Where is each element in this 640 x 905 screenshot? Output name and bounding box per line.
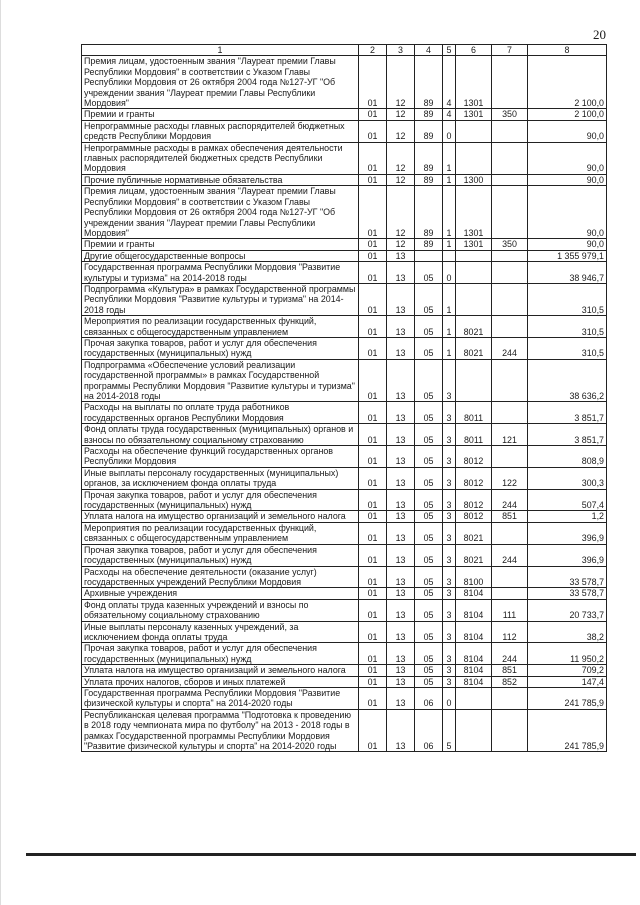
table-row xyxy=(82,402,607,424)
expense-type-cell: 350 xyxy=(492,109,528,120)
amount-cell: 1 355 979,1 xyxy=(528,250,607,261)
table-row xyxy=(82,522,607,544)
section-code-cell: 01 xyxy=(359,522,387,544)
expense-type-cell: 852 xyxy=(492,676,528,687)
subsection-code-cell: 13 xyxy=(387,588,415,599)
table-row xyxy=(82,359,607,402)
amount-cell: 33 578,7 xyxy=(528,566,607,588)
name-cell: Расходы на выплаты по оплате труда работников государственных органов Республики Мордовия xyxy=(82,402,359,424)
section-code-cell: 01 xyxy=(359,402,387,424)
program-code-cell: 05 xyxy=(415,511,443,522)
name-cell: Подпрограмма «Обеспечение условий реализации государственной программы» в рамках Государственной программы Республики Мордовия "Развитие культуры и туризма" на 2014-2018 годы xyxy=(82,359,359,402)
target-code-cell: 1301 xyxy=(456,186,492,239)
name-cell: Фонд оплаты труда казенных учреждений и взносы по обязательному социальному страхованию xyxy=(82,599,359,621)
subsection-code-cell: 13 xyxy=(387,676,415,687)
budget-table xyxy=(81,44,607,752)
amount-cell: 3 851,7 xyxy=(528,424,607,446)
column-header: 5 xyxy=(443,45,456,56)
subsection-code-cell: 13 xyxy=(387,522,415,544)
section-code-cell: 01 xyxy=(359,467,387,489)
target-code-cell xyxy=(456,687,492,709)
program-code-cell: 89 xyxy=(415,239,443,250)
name-cell: Прочая закупка товаров, работ и услуг для обеспечения государственных (муниципальных) нужд xyxy=(82,337,359,359)
amount-cell: 241 785,9 xyxy=(528,687,607,709)
subprogram-code-cell: 3 xyxy=(443,643,456,665)
section-code-cell: 01 xyxy=(359,687,387,709)
subsection-code-cell: 13 xyxy=(387,566,415,588)
target-code-cell: 8011 xyxy=(456,402,492,424)
page-number: 20 xyxy=(593,27,606,42)
subprogram-code-cell: 3 xyxy=(443,588,456,599)
scan-edge xyxy=(0,0,1,905)
amount-cell: 38 946,7 xyxy=(528,262,607,284)
program-code-cell: 89 xyxy=(415,109,443,120)
column-header: 1 xyxy=(82,45,359,56)
amount-cell: 310,5 xyxy=(528,337,607,359)
subprogram-code-cell: 3 xyxy=(443,446,456,468)
program-code-cell: 89 xyxy=(415,120,443,142)
name-cell: Прочие публичные нормативные обязательства xyxy=(82,174,359,185)
expense-type-cell xyxy=(492,522,528,544)
target-code-cell: 8100 xyxy=(456,566,492,588)
name-cell: Премия лицам, удостоенным звания "Лауреат премии Главы Республики Мордовия" в соответствии с Указом Главы Республики Мордовия от 26 октября 2004 года №127-УГ "Об учреждении звания "Лауреат премии Главы Республики Мордовия" xyxy=(82,56,359,109)
target-code-cell: 8104 xyxy=(456,588,492,599)
column-header: 6 xyxy=(456,45,492,56)
section-code-cell: 01 xyxy=(359,174,387,185)
section-code-cell: 01 xyxy=(359,424,387,446)
name-cell: Республиканская целевая программа "Подготовка к проведению в 2018 году чемпионата мира по футболу" на 2013 - 2018 годы в рамках Государственной программы Республики Мордовия "Развитие физической культуры и спорта" на 2014-2020 годы xyxy=(82,709,359,752)
name-cell: Государственная программа Республики Мордовия "Развитие физической культуры и спорта" на 2014-2020 годы xyxy=(82,687,359,709)
amount-cell: 90,0 xyxy=(528,120,607,142)
table-row xyxy=(82,446,607,468)
program-code-cell: 05 xyxy=(415,446,443,468)
section-code-cell: 01 xyxy=(359,120,387,142)
section-code-cell: 01 xyxy=(359,446,387,468)
name-cell: Мероприятия по реализации государственных функций, связанных с общегосударственным управлением xyxy=(82,522,359,544)
expense-type-cell: 350 xyxy=(492,239,528,250)
target-code-cell xyxy=(456,283,492,315)
table-row xyxy=(82,283,607,315)
target-code-cell xyxy=(456,359,492,402)
subsection-code-cell: 12 xyxy=(387,239,415,250)
column-header: 8 xyxy=(528,45,607,56)
name-cell: Прочая закупка товаров, работ и услуг для обеспечения государственных (муниципальных) нужд xyxy=(82,489,359,511)
subprogram-code-cell: 0 xyxy=(443,687,456,709)
subprogram-code-cell: 4 xyxy=(443,109,456,120)
subsection-code-cell: 12 xyxy=(387,56,415,109)
program-code-cell: 05 xyxy=(415,316,443,338)
subprogram-code-cell: 1 xyxy=(443,337,456,359)
expense-type-cell xyxy=(492,120,528,142)
section-code-cell: 01 xyxy=(359,665,387,676)
amount-cell: 241 785,9 xyxy=(528,709,607,752)
name-cell: Мероприятия по реализации государственных функций, связанных с общегосударственным управлением xyxy=(82,316,359,338)
table-row xyxy=(82,665,607,676)
table-row xyxy=(82,174,607,185)
program-code-cell: 05 xyxy=(415,467,443,489)
amount-cell: 11 950,2 xyxy=(528,643,607,665)
target-code-cell xyxy=(456,250,492,261)
subprogram-code-cell: 3 xyxy=(443,402,456,424)
subprogram-code-cell: 0 xyxy=(443,262,456,284)
program-code-cell: 05 xyxy=(415,283,443,315)
subsection-code-cell: 12 xyxy=(387,174,415,185)
target-code-cell: 8104 xyxy=(456,599,492,621)
amount-cell: 38,2 xyxy=(528,621,607,643)
program-code-cell: 05 xyxy=(415,599,443,621)
expense-type-cell xyxy=(492,142,528,174)
target-code-cell: 8021 xyxy=(456,544,492,566)
amount-cell: 808,9 xyxy=(528,446,607,468)
section-code-cell: 01 xyxy=(359,337,387,359)
subsection-code-cell: 12 xyxy=(387,142,415,174)
column-header: 4 xyxy=(415,45,443,56)
name-cell: Иные выплаты персоналу казенных учреждений, за исключением фонда оплаты труда xyxy=(82,621,359,643)
column-header: 3 xyxy=(387,45,415,56)
amount-cell: 396,9 xyxy=(528,522,607,544)
subsection-code-cell: 13 xyxy=(387,511,415,522)
amount-cell: 90,0 xyxy=(528,186,607,239)
expense-type-cell: 121 xyxy=(492,424,528,446)
subprogram-code-cell: 1 xyxy=(443,239,456,250)
amount-cell: 90,0 xyxy=(528,142,607,174)
subsection-code-cell: 13 xyxy=(387,337,415,359)
subprogram-code-cell: 1 xyxy=(443,186,456,239)
section-code-cell: 01 xyxy=(359,643,387,665)
expense-type-cell: 244 xyxy=(492,643,528,665)
expense-type-cell xyxy=(492,566,528,588)
section-code-cell: 01 xyxy=(359,359,387,402)
subprogram-code-cell xyxy=(443,250,456,261)
expense-type-cell xyxy=(492,250,528,261)
name-cell: Государственная программа Республики Мордовия "Развитие культуры и туризма" на 2014-2018 годы xyxy=(82,262,359,284)
subprogram-code-cell: 1 xyxy=(443,316,456,338)
name-cell: Иные выплаты персоналу государственных (муниципальных) органов, за исключением фонда оплаты труда xyxy=(82,467,359,489)
amount-cell: 1,2 xyxy=(528,511,607,522)
subprogram-code-cell: 3 xyxy=(443,467,456,489)
target-code-cell: 8104 xyxy=(456,676,492,687)
subprogram-code-cell: 1 xyxy=(443,283,456,315)
name-cell: Уплата налога на имущество организаций и земельного налога xyxy=(82,665,359,676)
expense-type-cell xyxy=(492,56,528,109)
table-row xyxy=(82,56,607,109)
name-cell: Премии и гранты xyxy=(82,239,359,250)
table-row xyxy=(82,489,607,511)
name-cell: Расходы на обеспечение функций государственных органов Республики Мордовия xyxy=(82,446,359,468)
program-code-cell: 06 xyxy=(415,709,443,752)
target-code-cell: 8012 xyxy=(456,467,492,489)
amount-cell: 20 733,7 xyxy=(528,599,607,621)
subsection-code-cell: 13 xyxy=(387,599,415,621)
column-header: 2 xyxy=(359,45,387,56)
subprogram-code-cell: 0 xyxy=(443,120,456,142)
program-code-cell: 89 xyxy=(415,142,443,174)
name-cell: Другие общегосударственные вопросы xyxy=(82,250,359,261)
name-cell: Непрограммные расходы в рамках обеспечения деятельности главных распорядителей бюджетных средств Республики Мордовия xyxy=(82,142,359,174)
target-code-cell xyxy=(456,262,492,284)
name-cell: Уплата налога на имущество организаций и земельного налога xyxy=(82,511,359,522)
program-code-cell: 05 xyxy=(415,621,443,643)
subsection-code-cell: 13 xyxy=(387,446,415,468)
program-code-cell: 05 xyxy=(415,544,443,566)
section-code-cell: 01 xyxy=(359,142,387,174)
table-row xyxy=(82,120,607,142)
target-code-cell xyxy=(456,709,492,752)
table-row xyxy=(82,239,607,250)
table-row xyxy=(82,109,607,120)
expense-type-cell xyxy=(492,186,528,239)
section-code-cell: 01 xyxy=(359,283,387,315)
program-code-cell: 89 xyxy=(415,186,443,239)
section-code-cell: 01 xyxy=(359,511,387,522)
table-row xyxy=(82,687,607,709)
target-code-cell: 8021 xyxy=(456,337,492,359)
name-cell: Расходы на обеспечение деятельности (оказание услуг) государственных учреждений Республики Мордовия xyxy=(82,566,359,588)
amount-cell: 2 100,0 xyxy=(528,56,607,109)
subsection-code-cell: 13 xyxy=(387,709,415,752)
section-code-cell: 01 xyxy=(359,709,387,752)
expense-type-cell xyxy=(492,446,528,468)
expense-type-cell xyxy=(492,402,528,424)
expense-type-cell: 122 xyxy=(492,467,528,489)
name-cell: Уплата прочих налогов, сборов и иных платежей xyxy=(82,676,359,687)
program-code-cell: 05 xyxy=(415,337,443,359)
target-code-cell: 1301 xyxy=(456,56,492,109)
target-code-cell: 8104 xyxy=(456,621,492,643)
table-row xyxy=(82,709,607,752)
name-cell: Премия лицам, удостоенным звания "Лауреат премии Главы Республики Мордовия" в соответствии с Указом Главы Республики Мордовия от 26 октября 2004 года №127-УГ "Об учреждении звания "Лауреат премии Главы Республики Мордовия" xyxy=(82,186,359,239)
subsection-code-cell: 12 xyxy=(387,120,415,142)
name-cell: Фонд оплаты труда государственных (муниципальных) органов и взносы по обязательному социальному страхованию xyxy=(82,424,359,446)
section-code-cell: 01 xyxy=(359,262,387,284)
expense-type-cell xyxy=(492,709,528,752)
section-code-cell: 01 xyxy=(359,56,387,109)
table-row xyxy=(82,262,607,284)
expense-type-cell: 244 xyxy=(492,489,528,511)
program-code-cell: 05 xyxy=(415,402,443,424)
column-header: 7 xyxy=(492,45,528,56)
target-code-cell: 8104 xyxy=(456,665,492,676)
target-code-cell: 1301 xyxy=(456,239,492,250)
target-code-cell: 1300 xyxy=(456,174,492,185)
expense-type-cell xyxy=(492,359,528,402)
section-code-cell: 01 xyxy=(359,588,387,599)
table-row xyxy=(82,142,607,174)
subprogram-code-cell: 3 xyxy=(443,511,456,522)
program-code-cell: 89 xyxy=(415,174,443,185)
table-row xyxy=(82,544,607,566)
subprogram-code-cell: 3 xyxy=(443,566,456,588)
subprogram-code-cell: 3 xyxy=(443,621,456,643)
program-code-cell: 05 xyxy=(415,262,443,284)
target-code-cell xyxy=(456,142,492,174)
target-code-cell: 8021 xyxy=(456,316,492,338)
expense-type-cell: 244 xyxy=(492,544,528,566)
subsection-code-cell: 13 xyxy=(387,283,415,315)
section-code-cell: 01 xyxy=(359,250,387,261)
target-code-cell: 8021 xyxy=(456,522,492,544)
expense-type-cell xyxy=(492,174,528,185)
section-code-cell: 01 xyxy=(359,489,387,511)
subsection-code-cell: 13 xyxy=(387,424,415,446)
subprogram-code-cell: 3 xyxy=(443,599,456,621)
program-code-cell: 05 xyxy=(415,588,443,599)
subprogram-code-cell: 1 xyxy=(443,142,456,174)
subsection-code-cell: 13 xyxy=(387,665,415,676)
program-code-cell: 05 xyxy=(415,424,443,446)
subprogram-code-cell: 1 xyxy=(443,174,456,185)
subsection-code-cell: 13 xyxy=(387,467,415,489)
target-code-cell: 8011 xyxy=(456,424,492,446)
name-cell: Непрограммные расходы главных распорядителей бюджетных средств Республики Мордовия xyxy=(82,120,359,142)
expense-type-cell xyxy=(492,588,528,599)
program-code-cell: 05 xyxy=(415,566,443,588)
subsection-code-cell: 13 xyxy=(387,262,415,284)
amount-cell: 300,3 xyxy=(528,467,607,489)
program-code-cell: 06 xyxy=(415,687,443,709)
table-row xyxy=(82,588,607,599)
table-row xyxy=(82,337,607,359)
amount-cell: 310,5 xyxy=(528,283,607,315)
section-code-cell: 01 xyxy=(359,109,387,120)
subprogram-code-cell: 5 xyxy=(443,709,456,752)
table-row xyxy=(82,643,607,665)
expense-type-cell: 111 xyxy=(492,599,528,621)
table-row xyxy=(82,676,607,687)
section-code-cell: 01 xyxy=(359,186,387,239)
subprogram-code-cell: 4 xyxy=(443,56,456,109)
scan-bottom-border xyxy=(26,853,636,856)
target-code-cell: 8012 xyxy=(456,489,492,511)
expense-type-cell xyxy=(492,687,528,709)
subprogram-code-cell: 3 xyxy=(443,522,456,544)
subsection-code-cell: 13 xyxy=(387,621,415,643)
amount-cell: 3 851,7 xyxy=(528,402,607,424)
amount-cell: 310,5 xyxy=(528,316,607,338)
subsection-code-cell: 12 xyxy=(387,186,415,239)
target-code-cell: 8104 xyxy=(456,643,492,665)
expense-type-cell: 851 xyxy=(492,665,528,676)
target-code-cell: 8012 xyxy=(456,511,492,522)
section-code-cell: 01 xyxy=(359,239,387,250)
section-code-cell: 01 xyxy=(359,544,387,566)
subprogram-code-cell: 3 xyxy=(443,665,456,676)
amount-cell: 38 636,2 xyxy=(528,359,607,402)
program-code-cell: 05 xyxy=(415,522,443,544)
section-code-cell: 01 xyxy=(359,621,387,643)
subsection-code-cell: 13 xyxy=(387,687,415,709)
program-code-cell: 89 xyxy=(415,56,443,109)
target-code-cell xyxy=(456,120,492,142)
target-code-cell: 1301 xyxy=(456,109,492,120)
amount-cell: 33 578,7 xyxy=(528,588,607,599)
subsection-code-cell: 13 xyxy=(387,250,415,261)
table-row xyxy=(82,424,607,446)
subprogram-code-cell: 3 xyxy=(443,359,456,402)
table-row xyxy=(82,566,607,588)
table-row xyxy=(82,186,607,239)
table-row xyxy=(82,599,607,621)
program-code-cell: 05 xyxy=(415,489,443,511)
expense-type-cell xyxy=(492,262,528,284)
subsection-code-cell: 13 xyxy=(387,359,415,402)
expense-type-cell: 244 xyxy=(492,337,528,359)
subsection-code-cell: 13 xyxy=(387,402,415,424)
subprogram-code-cell: 3 xyxy=(443,489,456,511)
subsection-code-cell: 13 xyxy=(387,316,415,338)
subsection-code-cell: 13 xyxy=(387,544,415,566)
name-cell: Премии и гранты xyxy=(82,109,359,120)
table-row xyxy=(82,467,607,489)
amount-cell: 709,2 xyxy=(528,665,607,676)
subprogram-code-cell: 3 xyxy=(443,424,456,446)
amount-cell: 2 100,0 xyxy=(528,109,607,120)
program-code-cell: 05 xyxy=(415,359,443,402)
program-code-cell: 05 xyxy=(415,643,443,665)
amount-cell: 90,0 xyxy=(528,239,607,250)
name-cell: Прочая закупка товаров, работ и услуг для обеспечения государственных (муниципальных) нужд xyxy=(82,643,359,665)
section-code-cell: 01 xyxy=(359,316,387,338)
section-code-cell: 01 xyxy=(359,566,387,588)
amount-cell: 507,4 xyxy=(528,489,607,511)
subprogram-code-cell: 3 xyxy=(443,676,456,687)
expense-type-cell: 851 xyxy=(492,511,528,522)
table-row xyxy=(82,621,607,643)
name-cell: Подпрограмма «Культура» в рамках Государственной программы Республики Мордовия "Развитие культуры и туризма" на 2014-2018 годы xyxy=(82,283,359,315)
section-code-cell: 01 xyxy=(359,599,387,621)
subsection-code-cell: 12 xyxy=(387,109,415,120)
program-code-cell: 05 xyxy=(415,665,443,676)
expense-type-cell xyxy=(492,283,528,315)
table-row xyxy=(82,250,607,261)
subprogram-code-cell: 3 xyxy=(443,544,456,566)
target-code-cell: 8012 xyxy=(456,446,492,468)
name-cell: Прочая закупка товаров, работ и услуг для обеспечения государственных (муниципальных) нужд xyxy=(82,544,359,566)
amount-cell: 90,0 xyxy=(528,174,607,185)
expense-type-cell: 112 xyxy=(492,621,528,643)
table-row xyxy=(82,316,607,338)
subsection-code-cell: 13 xyxy=(387,489,415,511)
program-code-cell xyxy=(415,250,443,261)
table-row xyxy=(82,511,607,522)
program-code-cell: 05 xyxy=(415,676,443,687)
subsection-code-cell: 13 xyxy=(387,643,415,665)
table-header-row xyxy=(82,45,607,56)
name-cell: Архивные учреждения xyxy=(82,588,359,599)
section-code-cell: 01 xyxy=(359,676,387,687)
expense-type-cell xyxy=(492,316,528,338)
amount-cell: 396,9 xyxy=(528,544,607,566)
amount-cell: 147,4 xyxy=(528,676,607,687)
